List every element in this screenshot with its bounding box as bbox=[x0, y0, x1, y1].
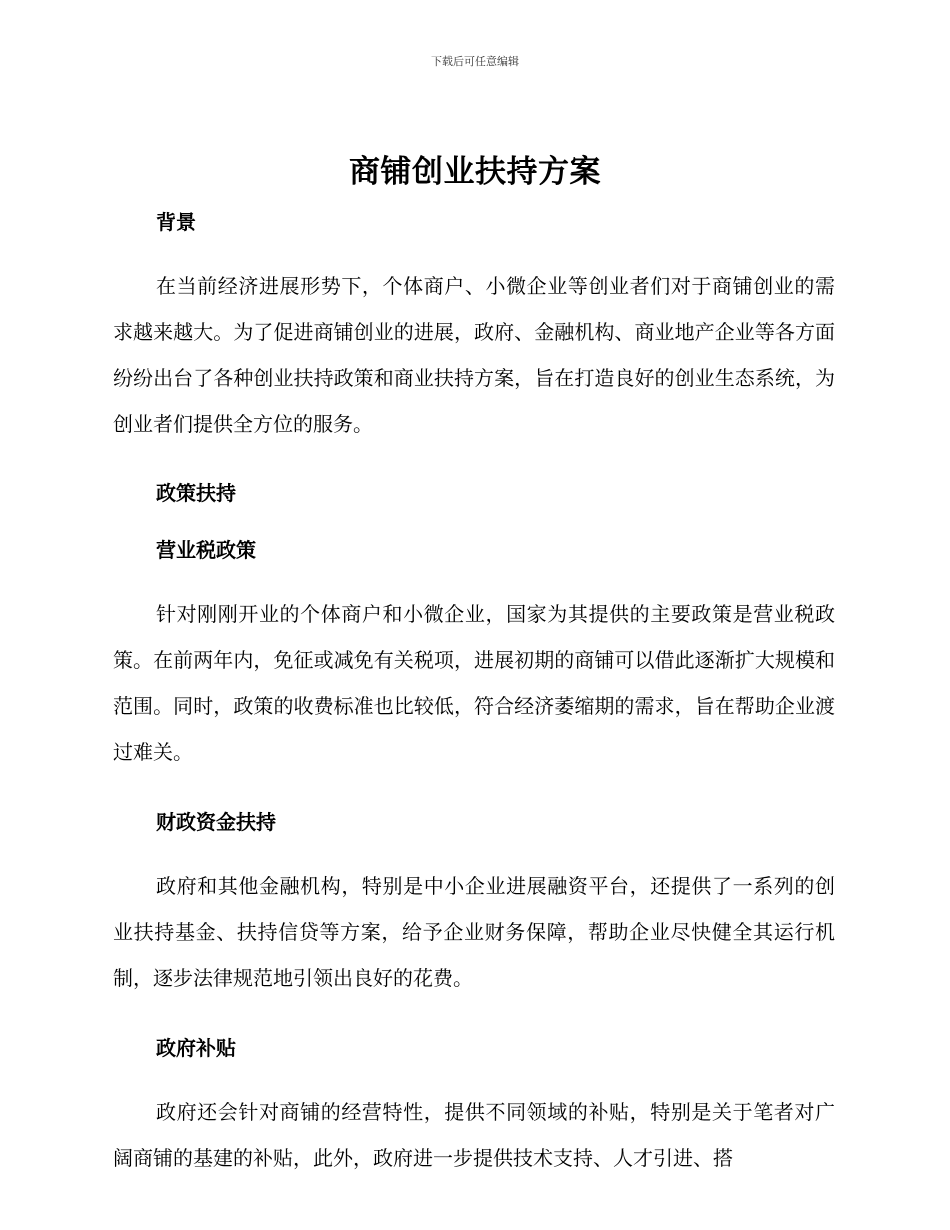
section-heading-background: 背景 bbox=[156, 210, 196, 234]
page-header-note: 下载后可任意编辑 bbox=[431, 55, 519, 68]
section-heading-business-tax: 营业税政策 bbox=[156, 538, 256, 562]
paragraph-financial-support: 政府和其他金融机构，特别是中小企业进展融资平台，还提供了一系列的创业扶持基金、扶持信贷等方案，给予企业财务保障，帮助企业尽快健全其运行机制，逐步法律规范地引领出良好的花费。 bbox=[113, 874, 835, 990]
paragraph-government-subsidy: 政府还会针对商铺的经营特性，提供不同领域的补贴，特别是关于笔者对广阔商铺的基建的补贴，此外，政府进一步提供技术支持、人才引进、搭 bbox=[113, 1100, 835, 1170]
section-heading-financial-support: 财政资金扶持 bbox=[156, 810, 276, 834]
paragraph-business-tax: 针对刚刚开业的个体商户和小微企业，国家为其提供的主要政策是营业税政策。在前两年内，免征或减免有关税项，进展初期的商铺可以借此逐渐扩大规模和范围。同时，政策的收费标准也比较低，符合经济萎缩期的需求，旨在帮助企业渡过难关。 bbox=[113, 602, 835, 764]
paragraph-background: 在当前经济进展形势下，个体商户、小微企业等创业者们对于商铺创业的需求越来越大。为了促进商铺创业的进展，政府、金融机构、商业地产企业等各方面纷纷出台了各种创业扶持政策和商业扶持方案，旨在打造良好的创业生态系统，为创业者们提供全方位的服务。 bbox=[113, 274, 835, 436]
document-title: 商铺创业扶持方案 bbox=[349, 154, 601, 190]
section-heading-policy-support: 政策扶持 bbox=[156, 481, 236, 505]
document-body bbox=[113, 204, 835, 1181]
section-heading-government-subsidy: 政府补贴 bbox=[156, 1036, 236, 1060]
